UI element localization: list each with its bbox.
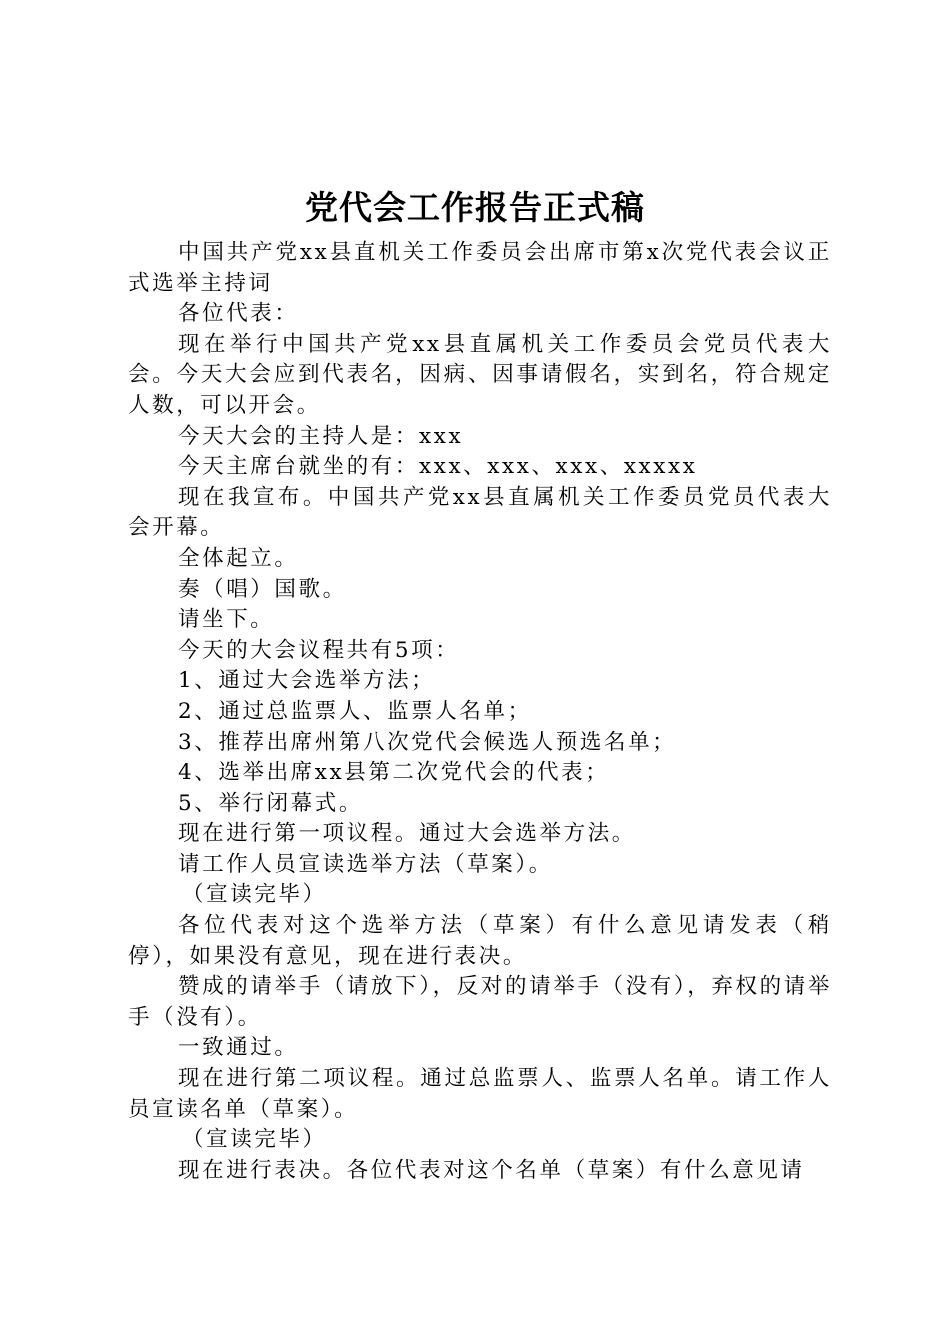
paragraph: 中国共产党xx县直机关工作委员会出席市第x次党代表会议正式选举主持词	[128, 240, 832, 296]
paragraph: 各位代表：	[178, 301, 299, 327]
paragraph: 一致通过。	[178, 1035, 299, 1061]
agenda-item: 3、推荐出席州第八次党代会候选人预选名单；	[178, 729, 677, 755]
paragraph: 全体起立。	[178, 545, 299, 571]
paragraph: （宣读完毕）	[182, 1127, 327, 1153]
agenda-item: 2、通过总监票人、监票人名单；	[178, 698, 532, 724]
agenda-item: 5、举行闭幕式。	[178, 790, 363, 816]
paragraph: 今天主席台就坐的有：xxx、xxx、xxx、xxxxx	[178, 454, 698, 480]
agenda-item: 4、选举出席xx县第二次党代会的代表；	[178, 760, 610, 786]
paragraph: 赞成的请举手（请放下），反对的请举手（没有），弃权的请举手（没有）。	[128, 974, 832, 1030]
paragraph: 现在进行第二项议程。通过总监票人、监票人名单。请工作人员宣读名单（草案）。	[128, 1066, 832, 1122]
paragraph: 现在进行第一项议程。通过大会选举方法。	[178, 821, 636, 847]
document-body	[128, 238, 832, 1186]
paragraph: 今天大会的主持人是：xxx	[178, 423, 464, 449]
paragraph: 现在进行表决。各位代表对这个名单（草案）有什么意见请	[178, 1157, 805, 1183]
paragraph: 奏（唱）国歌。	[178, 576, 347, 602]
document-title: 党代会工作报告正式稿	[305, 188, 645, 227]
paragraph: 各位代表对这个选举方法（草案）有什么意见请发表（稍停），如果没有意见，现在进行表决。	[128, 913, 832, 969]
paragraph: 现在我宣布。中国共产党xx县直属机关工作委员党员代表大会开幕。	[128, 484, 832, 541]
paragraph: 现在举行中国共产党xx县直属机关工作委员会党员代表大会。今天大会应到代表名，因病、因事请假名，实到名，符合规定人数，可以开会。	[128, 331, 832, 418]
paragraph: （宣读完毕）	[182, 882, 327, 908]
agenda-item: 1、通过大会选举方法；	[178, 668, 436, 694]
paragraph: 今天的大会议程共有5项：	[178, 637, 460, 663]
paragraph: 请坐下。	[178, 607, 275, 633]
paragraph: 请工作人员宣读选举方法（草案）。	[178, 851, 553, 877]
